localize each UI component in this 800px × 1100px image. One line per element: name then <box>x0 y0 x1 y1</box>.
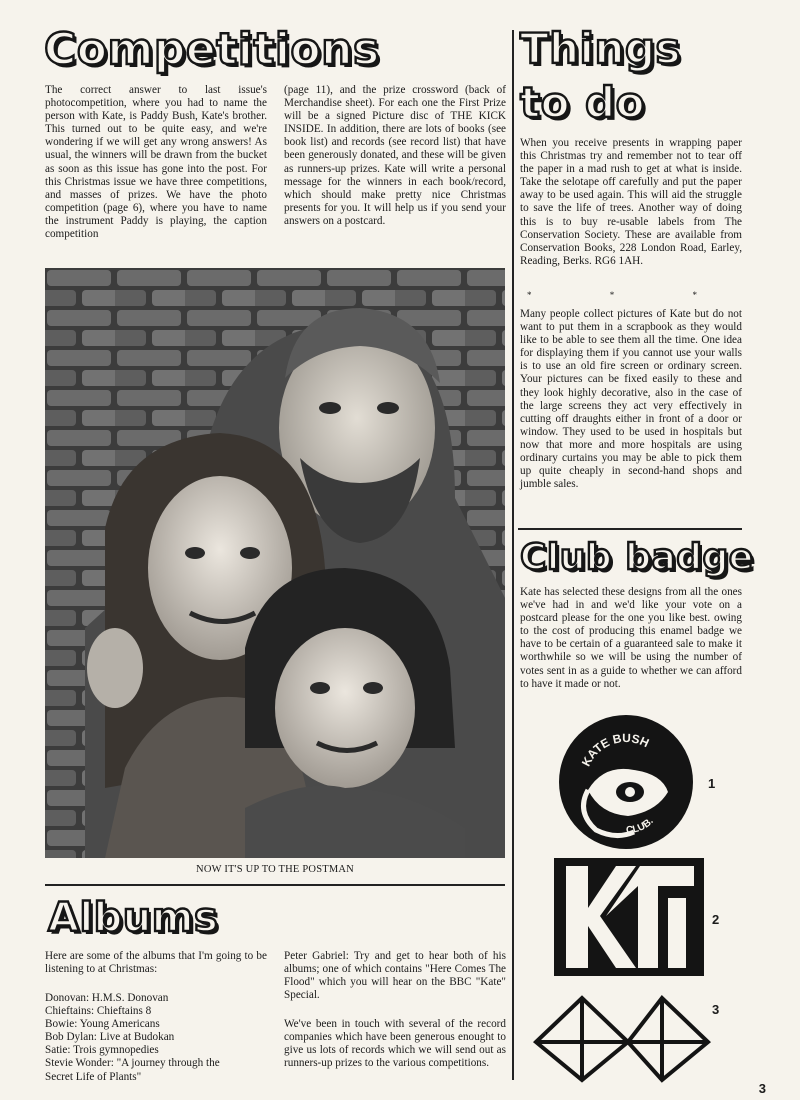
badge1-bottom-text: CLUB. <box>625 816 656 836</box>
page-number: 3 <box>758 1081 766 1096</box>
club-top-rule <box>518 528 742 530</box>
list-item: Chieftains: Chieftains 8 <box>45 1005 152 1018</box>
badge1-top-text: KATE BUSH <box>578 730 652 769</box>
list-item: Satie: Trois gymnopedies <box>45 1044 159 1057</box>
badge-design-2 <box>554 858 704 976</box>
badge-number-2: 2 <box>712 912 720 927</box>
competitions-text-col2: (page 11), and the prize crossword (back of Merchandise sheet). For each one the First Prize will be a signed Picture disc of THE KICK INSIDE. In addition, there are lots of books (see book list) and records (see record list) that have been generously donated, and these will be given as runners-up prizes. Kate will write a personal message for the winners in each book/record, which should make pretty nice Christmas presents for you. It will help us if you send your answers on a postcard. <box>284 84 506 227</box>
list-item: Donovan: H.M.S. Donovan <box>45 992 169 1004</box>
badge-number-1: 1 <box>708 776 716 791</box>
list-item: Secret Life of Plants" <box>45 1070 142 1083</box>
competitions-heading: Competitions <box>44 24 380 75</box>
photo-illustration <box>45 268 505 858</box>
column-divider <box>512 30 514 1080</box>
list-item: Stevie Wonder: "A journey through the <box>45 1057 220 1070</box>
things-heading-line1: Things <box>520 24 681 73</box>
things-paragraph-1: When you receive presents in wrapping paper this Christmas try and remember not to tear off the paper in a mad rush to get at what is inside. Take the selotape off carefully and put the paper away to be used again. This will aid the struggle to save the life of trees. Another way of doing this is to buy re-usable labels from The Conservation Society. These are available from Conservation Books, 228 London Road, Earley, Reading, Berks. RG6 1AH. <box>520 137 742 267</box>
list-item: Bowie: Young Americans <box>45 1018 160 1031</box>
albums-col2-paragraph-1: Peter Gabriel: Try and get to hear both of his albums; one of which contains "Here Comes The Flood" which you will hear on the BBC "Kate" Special. <box>284 950 506 1002</box>
club-badge-text: Kate has selected these designs from all the ones we've had in and we'd like your vote on a postcard please for the one you like best. owing to the cost of producing this enamel badge we have to be certain of a guaranteed sale to make it worthwhile so we will be using the number of votes sent in as a guide to whether we can afford to have it made or not. <box>520 586 742 690</box>
things-paragraph-2: Many people collect pictures of Kate but do not want to put them in a scrapbook as they would like to be able to see them all the time. One idea for displaying them if you cannot use your walls is to use an old fire screen or ordinary screen. Your pictures can be fixed easily to these and they look highly decorative, also in the case of the large screens they act very effectively in cutting off draughts either in front of a door or window. They used to be used in hospitals but now that more and more hospitals are using ordinary curtains you may be able to pick them up quite cheaply in second-hand shops and jumble sales. <box>520 308 742 491</box>
photo-kate-family <box>45 268 505 858</box>
things-heading-line2: to do <box>520 78 645 127</box>
section-separator: * * * <box>527 290 735 300</box>
list-item: Bob Dylan: Live at Budokan <box>45 1031 175 1044</box>
albums-col2-paragraph-2: We've been in touch with several of the record companies which have been generous enought to give us lots of records which we will send out as runners-up prizes to the various competitions. <box>284 1018 506 1070</box>
badge-design-3 <box>532 988 712 1084</box>
albums-intro: Here are some of the albums that I'm going to be listening to at Christmas: <box>45 950 267 976</box>
badge-number-3: 3 <box>712 1002 720 1017</box>
competitions-text-col1: The correct answer to last issue's photocompetition, where you had to name the person with Kate, is Paddy Bush, Kate's brother. This turned out to be quite easy, and we're wondering if we will get any wrong answers! As usual, the winners will be drawn from the bucket as soon as this issue has gone into the post. For this Christmas issue we have three competitions, and masses of prizes. We have the photo competition (page 6), where you have to name the instrument Paddy is playing, the caption competition <box>45 84 267 241</box>
photo-caption: NOW IT'S UP TO THE POSTMAN <box>196 864 354 875</box>
albums-list <box>45 992 270 1084</box>
albums-top-rule <box>45 884 505 886</box>
badge-design-1 <box>556 712 696 852</box>
albums-heading: Albums <box>48 895 219 941</box>
club-badge-heading: Club badge <box>520 537 754 578</box>
